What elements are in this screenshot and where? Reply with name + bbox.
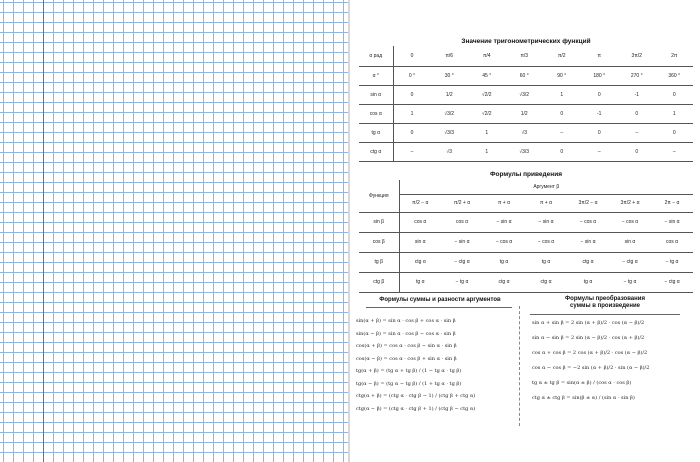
value-cell: √3/3 [431, 123, 469, 142]
value-cell: 180 ° [581, 66, 619, 85]
value-cell: π/6 [431, 46, 469, 66]
function-label: ctg β [359, 272, 399, 292]
transform-title-underline [530, 314, 680, 315]
argument-cell: π/2 + α [441, 194, 483, 212]
reduction-cell: − tg α [441, 272, 483, 292]
value-cell: 30 ° [431, 66, 469, 85]
value-cell: 0 [543, 104, 581, 123]
formula-line: ctg α ± ctg β = sin(β ± α) / (sin α · sin β) [532, 395, 635, 401]
reduction-cell: − cos α [525, 232, 567, 252]
formula-line: tg(α + β) = (tg α + tg β) / (1 − tg α · tg β) [356, 368, 462, 374]
value-cell: 0 [581, 85, 619, 104]
reduction-cell: ctg α [399, 252, 441, 272]
value-cell: 45 ° [468, 66, 506, 85]
reduction-cell: − tg α [609, 272, 651, 292]
value-cell: √3/3 [506, 142, 544, 161]
function-label: tg β [359, 252, 399, 272]
value-cell: – [618, 123, 656, 142]
value-cell: 1 [543, 85, 581, 104]
formula-line: sin α + sin β = 2 sin (α + β)/2 · cos (α − β)/2 [532, 320, 645, 326]
values-row [359, 85, 693, 104]
reference-page [352, 0, 700, 462]
value-cell: √3/2 [431, 104, 469, 123]
reduction-cell: cos α [399, 212, 441, 232]
function-header: Функция [359, 180, 399, 212]
reduction-cell: tg α [399, 272, 441, 292]
value-cell: 1 [393, 104, 431, 123]
value-cell: – [543, 123, 581, 142]
value-cell: 0 [393, 46, 431, 66]
reduction-cell: − cos α [567, 212, 609, 232]
argument-cell: 3π/2 + α [609, 194, 651, 212]
value-cell: 1 [468, 123, 506, 142]
formula-line: cos α − cos β = −2 sin (α + β)/2 · sin (α − β)/2 [532, 365, 650, 371]
reduction-cell: − sin α [567, 232, 609, 252]
reduction-cell: tg α [525, 252, 567, 272]
values-row [359, 66, 693, 85]
value-cell: π/4 [468, 46, 506, 66]
margin-line [43, 0, 44, 462]
value-cell: 270 ° [618, 66, 656, 85]
value-cell: √2/2 [468, 85, 506, 104]
value-cell: π/2 [543, 46, 581, 66]
value-cell: 0 [656, 123, 694, 142]
row-label: tg α [359, 123, 393, 142]
value-cell: √3 [506, 123, 544, 142]
formula-line: tg α ± tg β = sin(α ± β) / (cos α · cos β) [532, 380, 632, 386]
transform-formulas-title [530, 296, 680, 310]
argument-cell: π + α [483, 194, 525, 212]
values-title: Значение тригонометрических функций [461, 38, 591, 45]
value-cell: -1 [618, 85, 656, 104]
value-cell: 60 ° [506, 66, 544, 85]
value-cell: 3π/2 [618, 46, 656, 66]
sum-formulas-title: Формулы суммы и разности аргументов [379, 297, 501, 303]
reduction-row [359, 272, 693, 292]
reduction-cell: − sin α [525, 212, 567, 232]
value-cell: 360 ° [656, 66, 694, 85]
formula-line: cos(α + β) = cos α · cos β − sin α · sin β [356, 343, 457, 349]
value-cell: π/3 [506, 46, 544, 66]
formula-line: sin(α − β) = sin α · cos β − cos α · sin β [356, 330, 456, 337]
value-cell: √3 [431, 142, 469, 161]
reduction-title: Формулы приведения [489, 171, 562, 178]
value-cell: 0 [393, 85, 431, 104]
value-cell: -1 [581, 104, 619, 123]
value-cell: 0 [618, 142, 656, 161]
function-label: cos β [359, 232, 399, 252]
row-label: α рад [359, 46, 393, 66]
formula-line: ctg(α − β) = (ctg α · ctg β + 1) / (ctg β − ctg α) [356, 405, 476, 412]
formula-line: cos(α − β) = cos α · cos β + sin α · sin β [356, 355, 457, 362]
argument-cell: 2π − α [651, 194, 693, 212]
reduction-row [359, 232, 693, 252]
reduction-cell: − sin α [441, 232, 483, 252]
reduction-cell: ctg α [483, 272, 525, 292]
reduction-cell: tg α [483, 252, 525, 272]
argument-cell: π + α [525, 194, 567, 212]
value-cell: 0 [656, 85, 694, 104]
reduction-row [359, 212, 693, 232]
reduction-cell: − ctg α [609, 252, 651, 272]
formula-line: tg(α − β) = (tg α − tg β) / (1 + tg α · tg β) [356, 380, 462, 387]
reduction-cell: tg α [567, 272, 609, 292]
value-cell: 1/2 [431, 85, 469, 104]
formula-divider [519, 306, 520, 426]
value-cell: – [393, 142, 431, 161]
value-cell: π [581, 46, 619, 66]
value-cell: 1 [656, 104, 694, 123]
value-cell: √3/2 [506, 85, 544, 104]
value-cell: 0 [543, 142, 581, 161]
formula-line: sin(α + β) = sin α · cos β + cos α · sin β [356, 318, 456, 324]
sum-title-underline [366, 307, 512, 308]
reduction-cell: cos α [651, 232, 693, 252]
formula-line: sin α − sin β = 2 sin (α − β)/2 · cos (α + β)/2 [532, 335, 645, 341]
value-cell: 0 [618, 104, 656, 123]
value-cell: √2/2 [468, 104, 506, 123]
argument-cell: 3π/2 − α [567, 194, 609, 212]
reduction-cell: ctg α [525, 272, 567, 292]
value-cell: – [656, 142, 694, 161]
argument-header: Аргумент β [399, 180, 693, 194]
value-cell: 0 [581, 123, 619, 142]
values-row [359, 104, 693, 123]
transform-title-line1: Формулы преобразования [565, 296, 645, 302]
row-label: ctg α [359, 142, 393, 161]
formula-line: cos α + cos β = 2 cos (α + β)/2 · cos (α − β)/2 [532, 350, 648, 356]
reduction-cell: − cos α [609, 212, 651, 232]
reduction-cell: sin α [399, 232, 441, 252]
argument-cell: π/2 − α [399, 194, 441, 212]
formula-line: ctg(α + β) = (ctg α · ctg β − 1) / (ctg β + ctg α) [356, 393, 476, 399]
reduction-cell: cos α [441, 212, 483, 232]
function-label: sin β [359, 212, 399, 232]
row-label: sin α [359, 85, 393, 104]
values-row [359, 123, 693, 142]
value-cell: – [581, 142, 619, 161]
reduction-cell: − ctg α [441, 252, 483, 272]
page-spine [348, 0, 350, 462]
value-cell: 0 [393, 123, 431, 142]
values-header-row [359, 46, 693, 66]
reduction-table [359, 180, 693, 293]
value-cell: 2π [656, 46, 694, 66]
values-table [359, 46, 693, 162]
row-label: cos α [359, 104, 393, 123]
values-row [359, 142, 693, 161]
reduction-cell: sin α [609, 232, 651, 252]
reduction-cell: − cos α [483, 232, 525, 252]
reduction-cell: − sin α [651, 212, 693, 232]
reduction-cell: − sin α [483, 212, 525, 232]
grid-notebook-page [0, 0, 348, 462]
value-cell: 0 ° [393, 66, 431, 85]
value-cell: 1 [468, 142, 506, 161]
transform-title-line2: суммы в произведение [570, 303, 640, 309]
reduction-row [359, 252, 693, 272]
value-cell: 90 ° [543, 66, 581, 85]
reduction-cell: − ctg α [651, 272, 693, 292]
value-cell: 1/2 [506, 104, 544, 123]
row-label: α ° [359, 66, 393, 85]
reduction-cell: ctg α [567, 252, 609, 272]
reduction-cell: − tg α [651, 252, 693, 272]
